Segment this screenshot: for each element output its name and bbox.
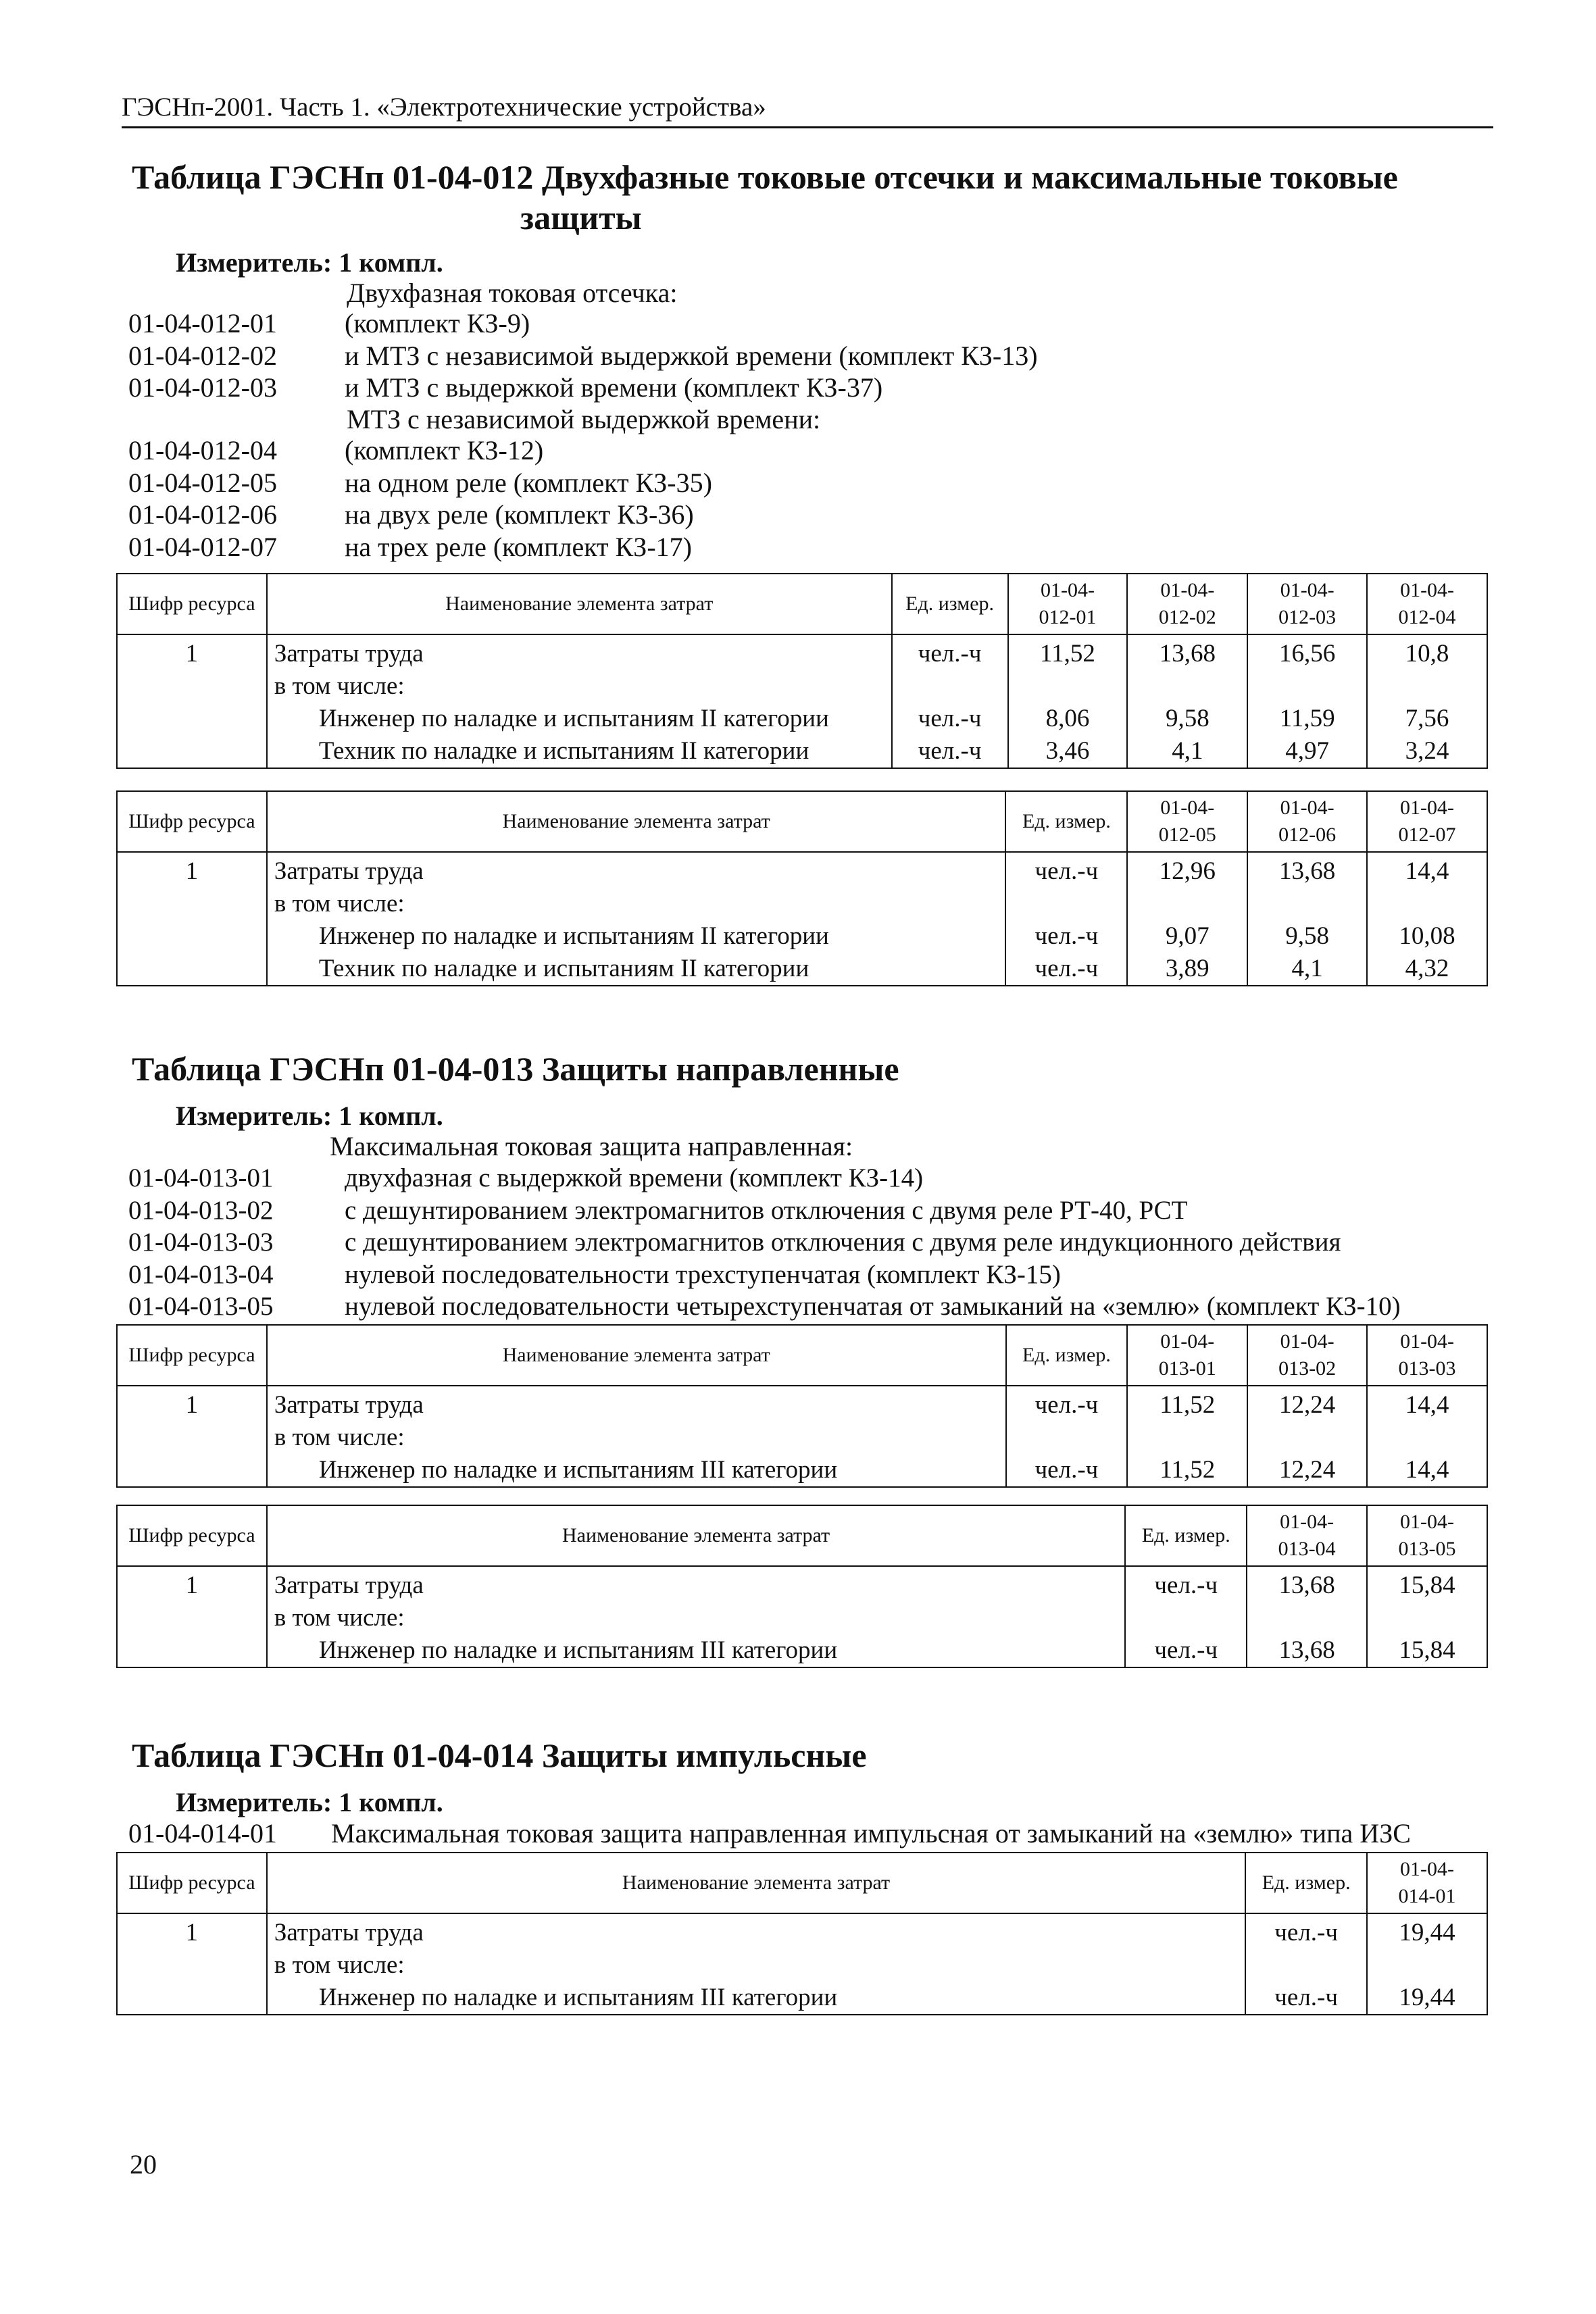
entry-text: и МТЗ с выдержкой времени (комплект КЗ-37) [345,372,883,403]
table-row [117,1913,1487,1949]
entry-row [128,467,712,499]
cell-unit: чел.-ч [1005,920,1127,953]
cell-value: 11,52 [1127,1454,1247,1487]
entry-code: 01-04-012-03 [128,372,277,403]
header-cipher: Шифр ресурса [117,1853,267,1913]
cell-value: 11,52 [1127,1386,1247,1422]
measure-013: Измеритель: 1 компл. [176,1101,443,1131]
header-cipher: Шифр ресурса [117,1325,267,1386]
header-name: Наименование элемента затрат [267,791,1006,852]
cell-value: 4,1 [1127,735,1247,768]
cell-name: Затраты труда [267,852,1006,888]
cell-value: 12,24 [1247,1454,1367,1487]
table-row [117,852,1487,888]
entry-code: 01-04-014-01 [128,1818,277,1848]
entry-code: 01-04-012-05 [128,467,277,498]
cell-value: 4,1 [1247,953,1367,986]
header-code: 01-04- 013-03 [1367,1325,1487,1386]
table-row [117,888,1487,920]
cell-name: в том числе: [267,1602,1126,1634]
cell-value: 13,68 [1247,852,1367,888]
cell-value: 3,24 [1367,735,1487,768]
cell-name: Затраты труда [267,634,892,670]
cell-value: 15,84 [1367,1634,1487,1667]
entry-code: 01-04-012-06 [128,499,277,530]
header-code: 01-04- 013-02 [1247,1325,1367,1386]
entry-text: нулевой последовательности трехступенчатая (комплект КЗ-15) [345,1259,1061,1289]
entry-row [128,1817,1411,1850]
table-row [117,1602,1487,1634]
resource-table-013-b [116,1505,1488,1668]
cell-name: Инженер по наладке и испытаниям III категории [267,1982,1245,2015]
header-code: 01-04- 012-05 [1127,791,1247,852]
entry-text: нулевой последовательности четырехступенчатая от замыканий на «землю» (комплект КЗ-10) [345,1292,1401,1321]
table-header-row [117,1325,1487,1386]
cell-cipher: 1 [117,852,267,888]
entry-text: (комплект КЗ-12) [345,435,544,466]
cell-cipher: 1 [117,634,267,670]
cell-name: Техник по наладке и испытаниям II категории [267,953,1006,986]
table-row [117,1386,1487,1422]
table-row [117,920,1487,953]
entry-text: и МТЗ с независимой выдержкой времени (комплект КЗ-13) [345,340,1038,371]
entry-row [128,531,712,563]
section-title-012-line2: защиты [520,199,642,236]
entry-row [128,434,712,467]
entry-list-012-a [128,307,1038,404]
cell-unit: чел.-ч [1005,953,1127,986]
cell-value: 4,97 [1247,735,1367,768]
cell-value: 13,68 [1247,1634,1367,1667]
entry-row [128,372,1038,404]
cell-unit: чел.-ч [1125,1634,1247,1667]
header-code: 01-04- 013-05 [1367,1505,1487,1566]
group-heading-013: Максимальная токовая защита направленная: [330,1131,853,1161]
cell-value: 16,56 [1247,634,1367,670]
cell-name: Затраты труда [267,1566,1126,1602]
table-header-row [117,1505,1487,1566]
cell-cipher: 1 [117,1566,267,1602]
cell-unit: чел.-ч [892,703,1008,735]
measure-012: Измеритель: 1 компл. [176,247,443,278]
cell-value: 8,06 [1008,703,1128,735]
header-code: 01-04- 013-04 [1247,1505,1367,1566]
entry-row [128,499,712,531]
entry-row [128,1259,1401,1291]
section-title-014: Таблица ГЭСНп 01-04-014 Защиты импульсные [132,1736,867,1774]
entry-code: 01-04-012-07 [128,531,277,562]
cell-value: 10,8 [1367,634,1487,670]
cell-value: 9,58 [1127,703,1247,735]
header-code: 01-04- 014-01 [1367,1853,1487,1913]
header-code: 01-04- 012-02 [1127,574,1247,634]
cell-unit: чел.-ч [1125,1566,1247,1602]
entry-text: Максимальная токовая защита направленная импульсная от замыканий на «землю» типа ИЗС [331,1818,1411,1848]
cell-name: в том числе: [267,888,1006,920]
table-row [117,1566,1487,1602]
cell-cipher: 1 [117,1386,267,1422]
cell-name: Инженер по наладке и испытаниям III категории [267,1634,1126,1667]
cell-value: 15,84 [1367,1566,1487,1602]
cell-name: в том числе: [267,1422,1006,1454]
cell-unit: чел.-ч [892,735,1008,768]
entry-text: с дешунтированием электромагнитов отключения с двумя реле РТ-40, РСТ [345,1195,1188,1225]
header-cipher: Шифр ресурса [117,1505,267,1566]
cell-unit: чел.-ч [1245,1913,1367,1949]
running-header: ГЭСНп-2001. Часть 1. «Электротехнические устройства» [122,93,1493,128]
resource-table-012-a [116,573,1488,769]
cell-value: 14,4 [1367,1386,1487,1422]
cell-unit: чел.-ч [1245,1982,1367,2015]
table-row [117,670,1487,703]
header-name: Наименование элемента затрат [267,1325,1006,1386]
header-code: 01-04- 012-07 [1367,791,1487,852]
table-row [117,1454,1487,1487]
group-heading-012-b: МТЗ с независимой выдержкой времени: [347,404,821,434]
cell-unit: чел.-ч [892,634,1008,670]
resource-table-014 [116,1852,1488,2015]
cell-unit: чел.-ч [1005,852,1127,888]
measure-014: Измеритель: 1 компл. [176,1787,443,1817]
header-name: Наименование элемента затрат [267,1853,1245,1913]
cell-value: 11,52 [1008,634,1128,670]
cell-name: в том числе: [267,670,892,703]
header-name: Наименование элемента затрат [267,1505,1126,1566]
cell-cipher: 1 [117,1913,267,1949]
cell-value: 7,56 [1367,703,1487,735]
resource-table-012-b [116,790,1488,986]
cell-value: 19,44 [1367,1982,1487,2015]
section-title-012 [132,157,1470,238]
entry-row [128,1226,1401,1259]
cell-value: 9,58 [1247,920,1367,953]
entry-text: на одном реле (комплект КЗ-35) [345,467,712,498]
table-row [117,1634,1487,1667]
cell-value: 14,4 [1367,852,1487,888]
table-row [117,953,1487,986]
header-cipher: Шифр ресурса [117,791,267,852]
header-code: 01-04- 012-04 [1367,574,1487,634]
cell-value: 13,68 [1247,1566,1367,1602]
entry-list-014 [128,1817,1411,1850]
cell-value: 14,4 [1367,1454,1487,1487]
table-row [117,1982,1487,2015]
cell-value: 3,89 [1127,953,1247,986]
header-unit: Ед. измер. [1005,791,1127,852]
cell-value: 12,24 [1247,1386,1367,1422]
table-row [117,1422,1487,1454]
entry-row [128,307,1038,340]
entry-text: с дешунтированием электромагнитов отключения с двумя реле индукционного действия [345,1228,1341,1257]
cell-name: Техник по наладке и испытаниям II категории [267,735,892,768]
cell-value: 11,59 [1247,703,1367,735]
cell-value: 4,32 [1367,953,1487,986]
table-row [117,1949,1487,1982]
entry-text: на двух реле (комплект КЗ-36) [345,499,694,530]
entry-code: 01-04-013-05 [128,1292,274,1321]
entry-row [128,1162,1401,1194]
section-title-012-line1: Таблица ГЭСНп 01-04-012 Двухфазные токовые отсечки и максимальные токовые [132,158,1398,196]
page-number: 20 [130,2149,157,2180]
entry-row [128,340,1038,372]
header-cipher: Шифр ресурса [117,574,267,634]
cell-name: Затраты труда [267,1386,1006,1422]
cell-name: Затраты труда [267,1913,1245,1949]
table-header-row [117,1853,1487,1913]
table-header-row [117,574,1487,634]
header-unit: Ед. измер. [1006,1325,1128,1386]
header-name: Наименование элемента затрат [267,574,892,634]
cell-unit: чел.-ч [1006,1386,1128,1422]
entry-row [128,1194,1401,1227]
cell-name: в том числе: [267,1949,1245,1982]
entry-text: на трех реле (комплект КЗ-17) [345,531,692,562]
cell-value: 10,08 [1367,920,1487,953]
table-row [117,735,1487,768]
entry-code: 01-04-012-04 [128,435,277,466]
entry-code: 01-04-012-02 [128,340,277,371]
cell-value: 12,96 [1127,852,1247,888]
cell-value: 3,46 [1008,735,1128,768]
table-header-row [117,791,1487,852]
header-code: 01-04- 013-01 [1127,1325,1247,1386]
header-unit: Ед. измер. [892,574,1008,634]
entry-code: 01-04-013-01 [128,1163,274,1192]
entry-row [128,1290,1401,1323]
cell-name: Инженер по наладке и испытаниям II категории [267,920,1006,953]
cell-name: Инженер по наладке и испытаниям III категории [267,1454,1006,1487]
table-row [117,703,1487,735]
cell-unit: чел.-ч [1006,1454,1128,1487]
section-title-013: Таблица ГЭСНп 01-04-013 Защиты направленные [132,1050,899,1088]
entry-list-013 [128,1162,1401,1323]
header-code: 01-04- 012-01 [1008,574,1128,634]
entry-text: (комплект КЗ-9) [345,308,530,338]
header-unit: Ед. измер. [1125,1505,1247,1566]
resource-table-013-a [116,1324,1488,1488]
group-heading-012-a: Двухфазная токовая отсечка: [347,278,678,308]
entry-code: 01-04-013-04 [128,1259,274,1289]
table-row [117,634,1487,670]
entry-code: 01-04-013-03 [128,1228,274,1257]
entry-code: 01-04-012-01 [128,308,277,338]
header-code: 01-04- 012-06 [1247,791,1367,852]
entry-code: 01-04-013-02 [128,1195,274,1225]
header-unit: Ед. измер. [1245,1853,1367,1913]
cell-value: 19,44 [1367,1913,1487,1949]
entry-text: двухфазная с выдержкой времени (комплект КЗ-14) [345,1163,924,1192]
cell-name: Инженер по наладке и испытаниям II категории [267,703,892,735]
cell-value: 13,68 [1127,634,1247,670]
entry-list-012-b [128,434,712,563]
cell-value: 9,07 [1127,920,1247,953]
header-code: 01-04- 012-03 [1247,574,1367,634]
